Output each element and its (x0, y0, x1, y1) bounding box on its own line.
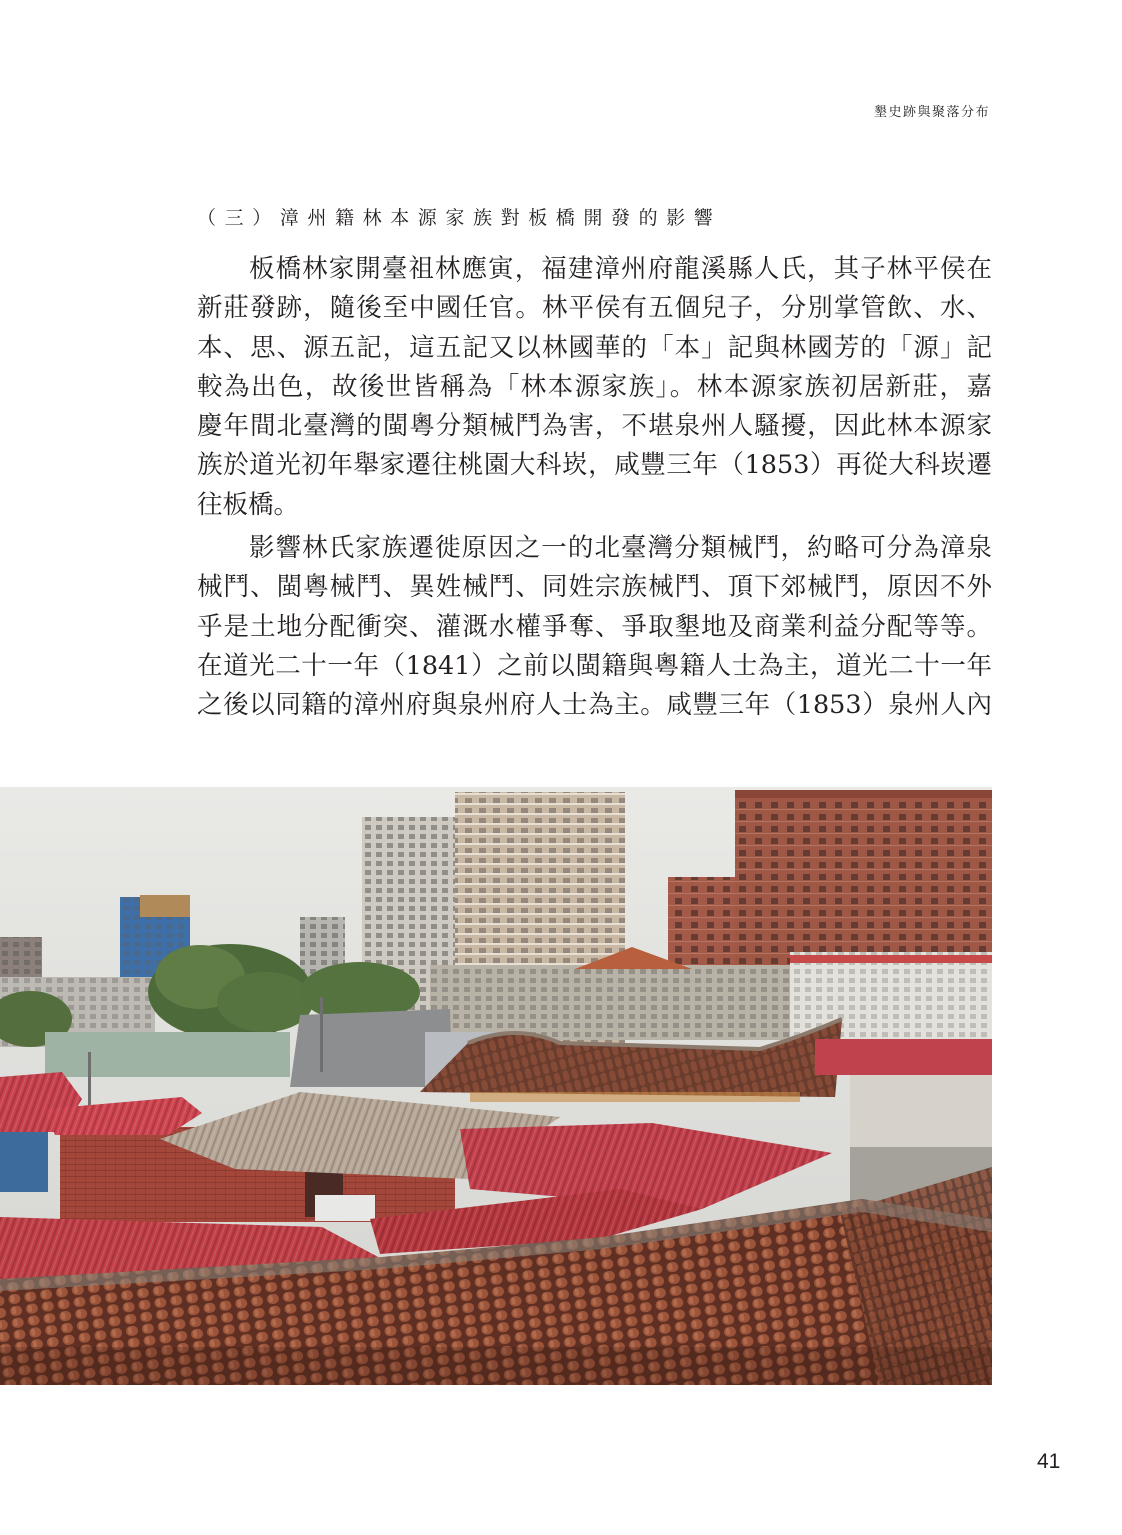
text-line: 影響林氏家族遷徙原因之一的北臺灣分類械鬥，約略可分為漳泉 (249, 533, 992, 563)
text-line: 械鬥、閩粵械鬥、異姓械鬥、同姓宗族械鬥、頂下郊械鬥，原因不外 (197, 572, 992, 603)
page-number: 41 (1037, 1450, 1061, 1473)
text-line: 慶年間北臺灣的閩粵分類械鬥為害，不堪泉州人騷擾，因此林本源家 (197, 411, 992, 442)
text-line: 往板橋。 (197, 489, 300, 520)
text-line: 較為出色，故後世皆稱為「林本源家族」。林本源家族初居新莊，嘉 (197, 371, 992, 402)
rooftops-photo-drawing (0, 787, 992, 1385)
text-line: 在道光二十一年（1841）之前以閩籍與粵籍人士為主，道光二十一年 (197, 650, 992, 681)
text-line: 之後以同籍的漳州府與泉州府人士為主。咸豐三年（1853）泉州人內 (197, 690, 992, 721)
text-line: 乎是土地分配衝突、灌溉水權爭奪、爭取墾地及商業利益分配等等。 (197, 611, 992, 642)
text-line: 新莊發跡，隨後至中國任官。林平侯有五個兒子，分別掌管飲、水、 (197, 293, 992, 324)
paragraph-2 (197, 529, 992, 725)
text-line: 族於道光初年舉家遷往桃園大科崁，咸豐三年（1853）再從大科崁遷 (197, 450, 992, 481)
paragraph-1 (197, 250, 992, 525)
text-line: 板橋林家開臺祖林應寅，福建漳州府龍溪縣人氏，其子林平侯在 (249, 254, 992, 284)
text-line: 本、思、源五記，這五記又以林國華的「本」記與林國芳的「源」記 (197, 332, 992, 363)
running-header: 墾史跡與聚落分布 (873, 105, 990, 120)
rooftops-photo (0, 787, 992, 1385)
section-heading: （三）漳州籍林本源家族對板橋開發的影響 (197, 207, 722, 229)
